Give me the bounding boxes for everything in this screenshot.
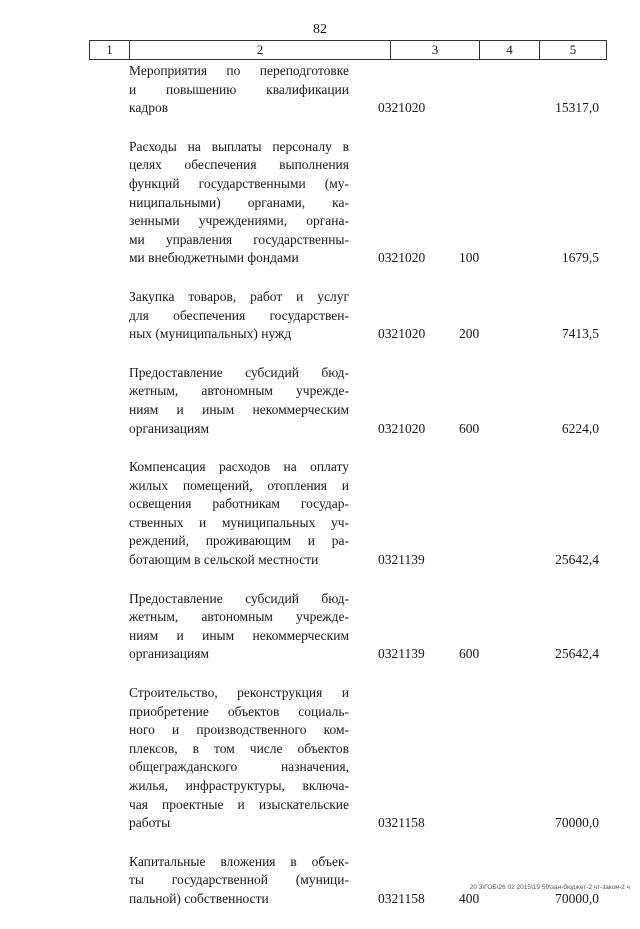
header-col-4: 4: [479, 41, 539, 59]
row-name-line: функций государственными (му-: [129, 175, 349, 191]
row-name-line: Предоставление субсидий бюд-: [129, 590, 349, 606]
row-name: [129, 853, 349, 909]
row-name-line: зенными учреждениями, органа-: [129, 213, 349, 229]
table-body: [0, 62, 640, 929]
row-name-line: Строительство, реконструкция и: [129, 685, 349, 701]
table-row: [0, 590, 640, 664]
document-footer: 20 3\ГОБ\26 02 2015\19 59\зан-бюджет-2 чт-закон-2 ч: [469, 884, 630, 891]
row-expense-type: 200: [459, 326, 480, 342]
row-name-line: кадров: [129, 100, 169, 116]
row-sum: 1679,5: [561, 250, 599, 266]
row-name: [129, 138, 349, 268]
row-name-line: ного и производственного ком-: [129, 722, 349, 738]
row-sum: 25642,4: [555, 552, 599, 568]
row-name-line: ми управления государственны-: [129, 231, 349, 247]
row-code: 0321139: [378, 552, 425, 568]
row-name-line: и повышению квалификации: [129, 81, 349, 97]
row-name: [129, 288, 349, 344]
table-row: [0, 288, 640, 344]
row-name-line: освещения работникам государ-: [129, 496, 349, 512]
row-name-line: жетным, автономным учрежде-: [129, 383, 349, 399]
row-expense-type: 100: [459, 250, 480, 266]
row-name-line: жилья, инфраструктуры, включа-: [129, 778, 349, 793]
row-expense-type: 400: [459, 890, 480, 906]
row-code: 0321020: [378, 100, 426, 116]
row-name-line: ты государственной (муници-: [129, 872, 349, 888]
row-name: [129, 62, 349, 118]
row-name-line: приобретение объектов социаль-: [129, 703, 349, 719]
row-name-line: чая проектные и изыскательские: [129, 796, 349, 812]
header-col-2: 2: [129, 41, 390, 59]
row-name-line: пальной) собственности: [129, 890, 269, 906]
row-name-line: Закупка товаров, работ и услуг: [129, 288, 349, 304]
table-row: [0, 853, 640, 909]
row-sum: 6224,0: [561, 420, 599, 436]
row-name-line: жилых помещений, отопления и: [129, 477, 349, 493]
row-sum: 70000,0: [555, 890, 599, 906]
row-code: 0321020: [378, 326, 426, 342]
row-sum: 70000,0: [555, 815, 599, 831]
row-code: 0321158: [378, 890, 425, 906]
row-name-line: Капитальные вложения в объек-: [129, 853, 349, 869]
row-name-line: ботающим в сельской местности: [129, 552, 319, 568]
table-row: [0, 364, 640, 438]
row-name: [129, 684, 349, 833]
table-header: [89, 40, 607, 60]
row-name-line: жетным, автономным учрежде-: [129, 609, 349, 625]
page-number: 82: [313, 22, 327, 37]
table-row: [0, 138, 640, 268]
row-name-line: целях обеспечения выполнения: [129, 157, 349, 173]
header-col-5: 5: [539, 41, 607, 59]
row-code: 0321020: [378, 420, 426, 436]
row-name-line: реждений, проживающим и ра-: [129, 533, 349, 549]
row-code: 0321020: [378, 250, 426, 266]
header-col-1: 1: [89, 41, 129, 59]
table-row: [0, 458, 640, 570]
row-code: 0321158: [378, 815, 425, 831]
row-name: [129, 590, 349, 664]
row-name-line: Компенсация расходов на оплату: [129, 459, 349, 475]
table-row: [0, 62, 640, 118]
row-name-line: ных (муниципальных) нужд: [129, 326, 292, 342]
row-name-line: общегражданского назначения,: [129, 759, 349, 775]
row-code: 0321139: [378, 646, 425, 662]
row-name-line: ниям и иным некоммерческим: [129, 627, 349, 643]
row-name-line: Расходы на выплаты персоналу в: [129, 138, 349, 154]
row-name-line: ми внебюджетными фондами: [129, 250, 299, 266]
row-name-line: организациям: [129, 420, 210, 436]
row-name: [129, 364, 349, 438]
row-expense-type: 600: [459, 420, 480, 436]
row-name-line: плексов, в том числе объектов: [129, 740, 349, 756]
row-sum: 25642,4: [555, 646, 599, 662]
row-sum: 15317,0: [555, 100, 599, 116]
row-name-line: ниям и иным некоммерческим: [129, 401, 349, 417]
row-expense-type: 600: [459, 646, 480, 662]
row-name-line: организациям: [129, 646, 210, 662]
row-name-line: для обеспечения государствен-: [129, 307, 349, 323]
row-name-line: ниципальными) органами, ка-: [129, 194, 349, 210]
row-name-line: ственных и муниципальных уч-: [129, 514, 349, 530]
header-col-3: 3: [390, 41, 479, 59]
row-name: [129, 458, 349, 570]
row-name-line: работы: [129, 815, 171, 831]
row-sum: 7413,5: [561, 326, 599, 342]
row-name-line: Предоставление субсидий бюд-: [129, 364, 349, 380]
row-name-line: Мероприятия по переподготовке: [129, 63, 349, 78]
table-row: [0, 684, 640, 833]
